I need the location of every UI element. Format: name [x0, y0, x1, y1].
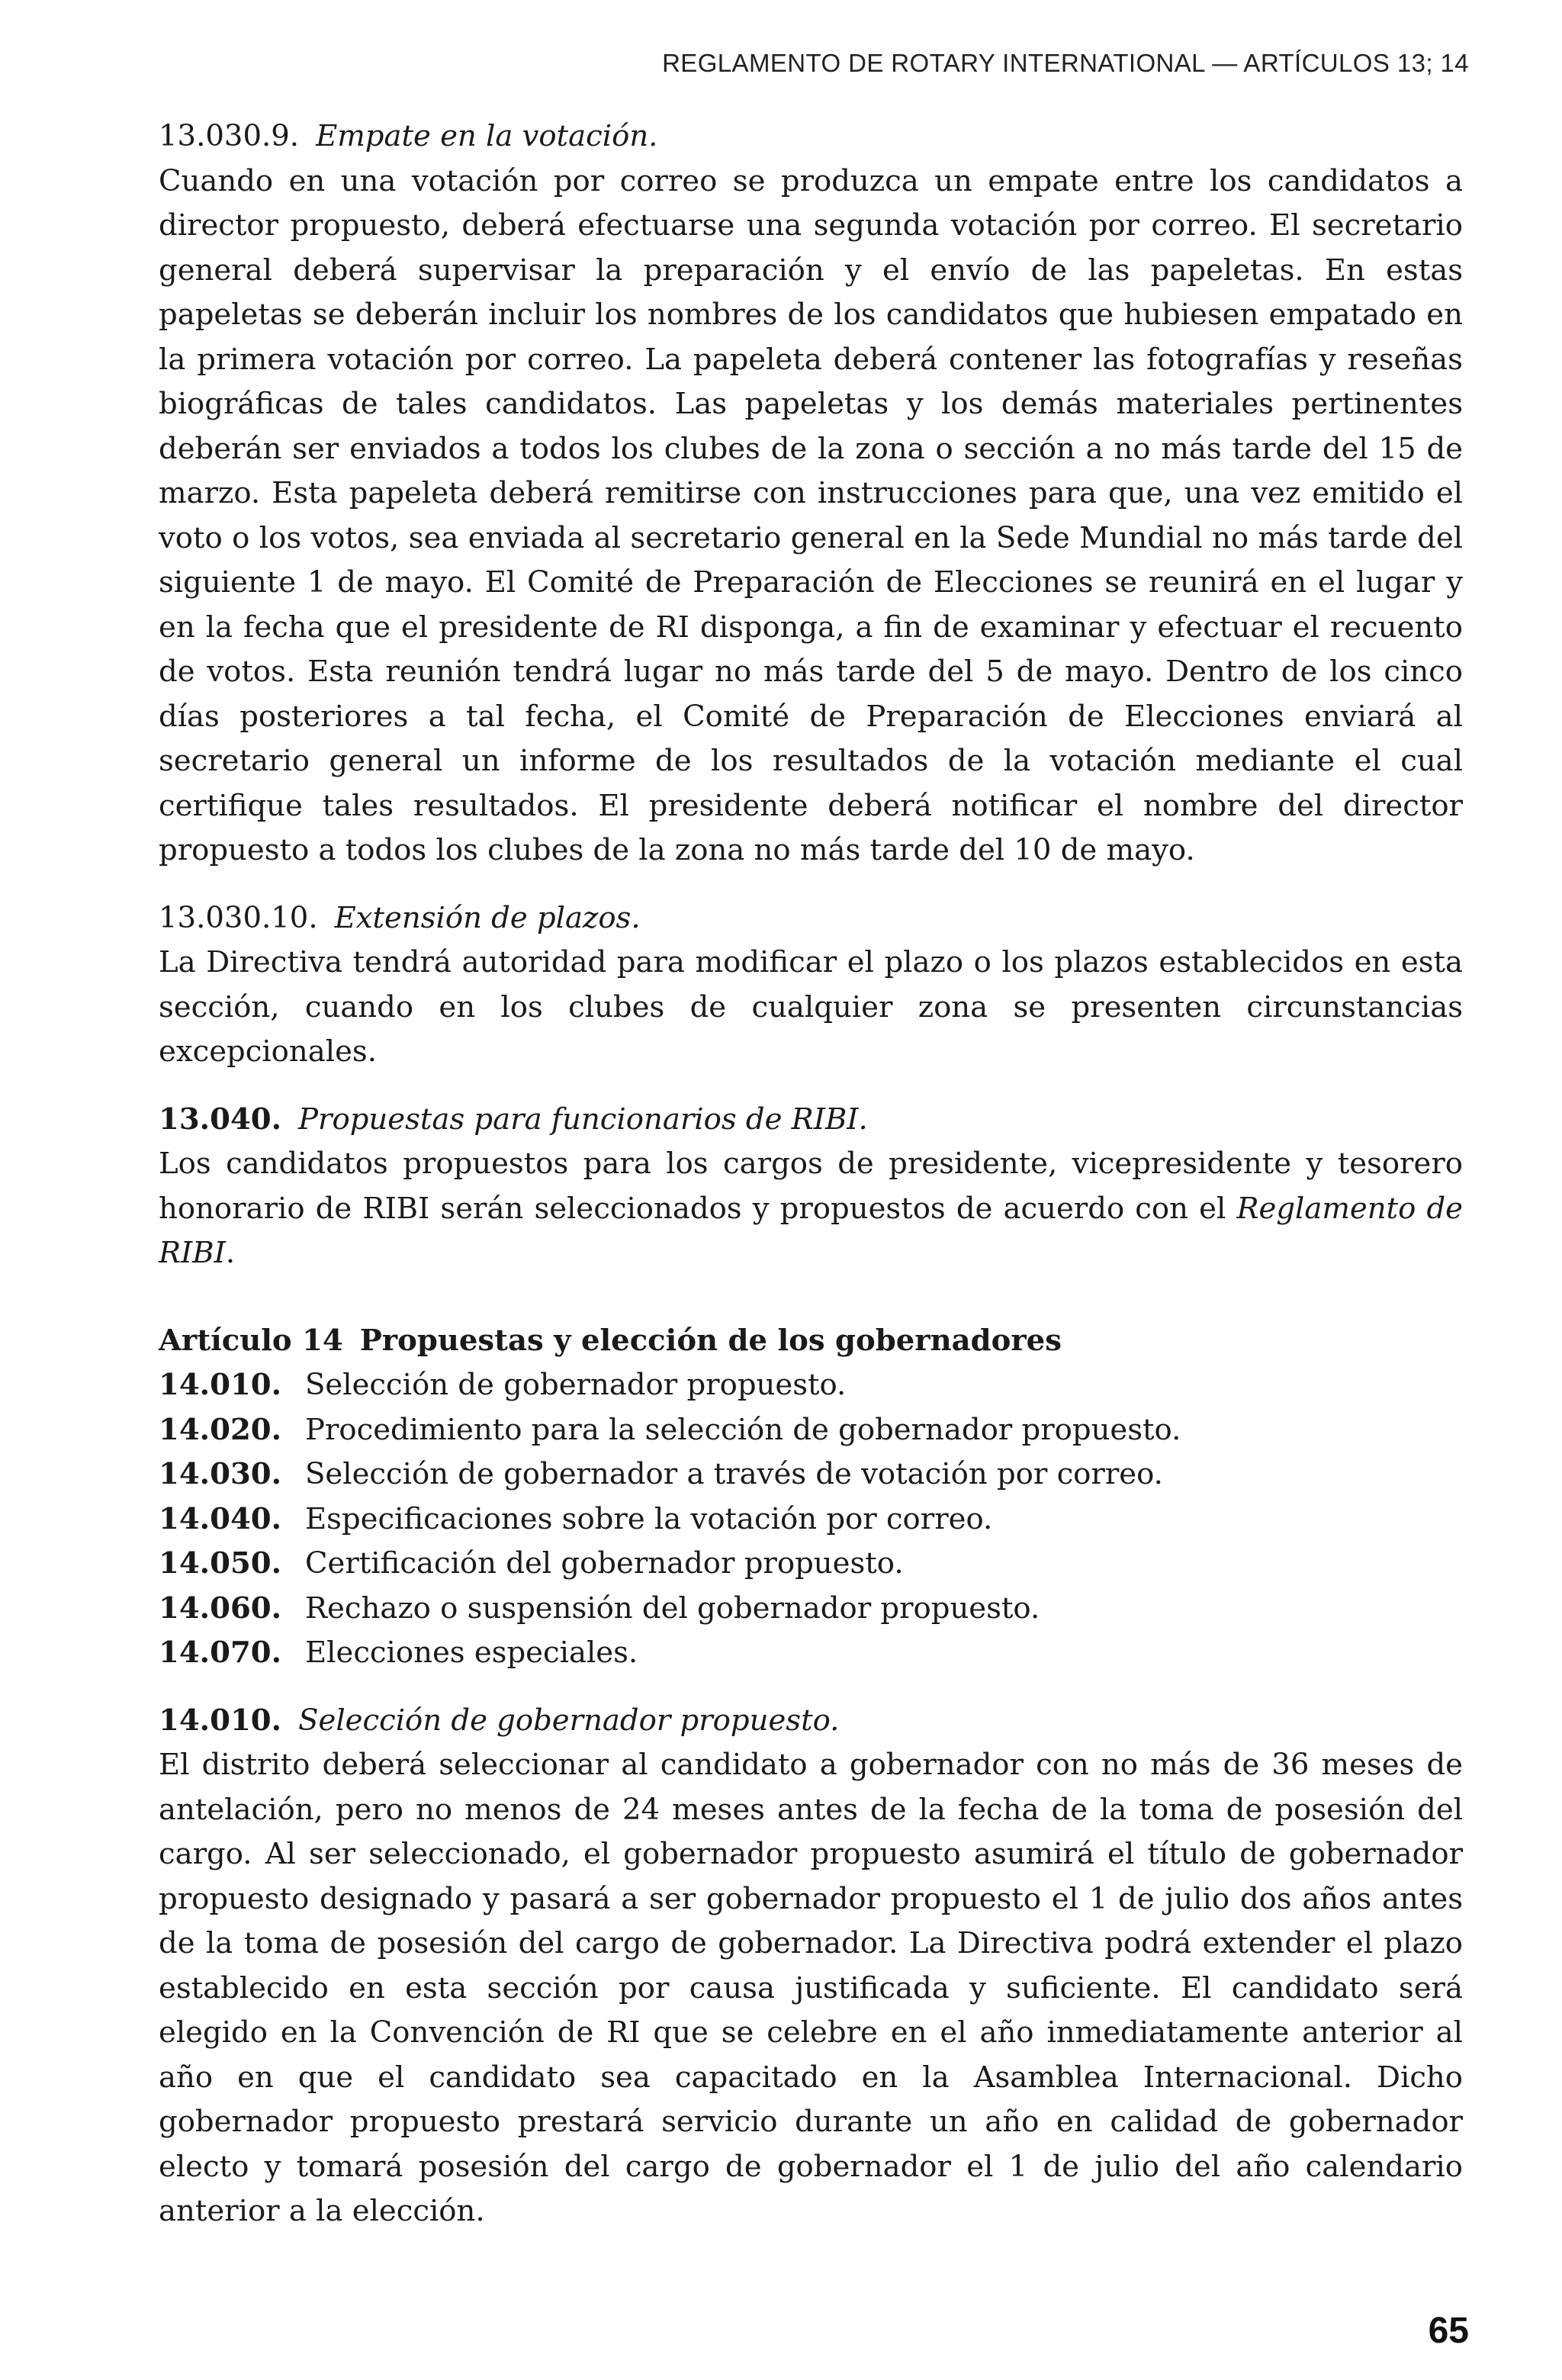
section-title: Extensión de plazos. — [334, 900, 641, 935]
section-heading — [159, 896, 1463, 941]
toc-row — [159, 1363, 1463, 1408]
section-13-040 — [159, 1098, 1463, 1276]
article-14 — [159, 1319, 1463, 1676]
toc-number: 14.050. — [159, 1546, 282, 1581]
section-body: Cuando en una votación por correo se produzca un empate entre los candidatos a director propuesto, deberá efectuarse una segunda votación por correo. El secretario general deberá supervisar la preparación y el envío de las papeletas. En estas papeletas se deberán incluir los nombres de los candidatos que hubiesen empatado en la primera votación por correo. La papeleta deberá contener las fotografías y reseñas biográficas de tales candidatos. Las papeletas y los demás materiales pertinentes deberán ser enviados a todos los clubes de la zona o sección a no más tarde del 15 de marzo. Esta papeleta deberá remitirse con instrucciones para que, una vez emitido el voto o los votos, sea enviada al secretario general en la Sede Mundial no más tarde del siguiente 1 de mayo. El Comité de Preparación de Elecciones se reunirá en el lugar y en la fecha que el presidente de RI disponga, a fin de examinar y efectuar el recuento de votos. Esta reunión tendrá lugar no más tarde del 5 de mayo. Dentro de los cinco días posteriores a tal fecha, el Comité de Preparación de Elecciones enviará al secretario general un informe de los resultados de la votación mediante el cual certifique tales resultados. El presidente deberá notificar el nombre del director propuesto a todos los clubes de la zona no más tarde del 10 de mayo. — [159, 163, 1463, 867]
toc-row — [159, 1452, 1463, 1497]
toc-number: 14.010. — [159, 1368, 282, 1402]
section-title: Selección de gobernador propuesto. — [298, 1703, 840, 1738]
toc-row — [159, 1587, 1463, 1632]
section-body: La Directiva tendrá autoridad para modificar el plazo o los plazos establecidos en esta sección, cuando en los clubes de cualquier zona se presenten circunstancias excepcionales. — [159, 945, 1463, 1069]
section-heading — [159, 1098, 1463, 1143]
toc-number: 14.030. — [159, 1457, 282, 1491]
section-number: 13.040. — [159, 1102, 282, 1137]
toc-text: Certificación del gobernador propuesto. — [305, 1546, 904, 1581]
section-number: 13.030.10. — [159, 900, 318, 935]
toc-text: Rechazo o suspensión del gobernador propuesto. — [305, 1590, 1040, 1626]
section-body — [159, 1142, 1463, 1276]
running-header: REGLAMENTO DE ROTARY INTERNATIONAL — ARTÍCULOS 13; 14 — [662, 49, 1469, 77]
toc-row — [159, 1631, 1463, 1676]
toc-number: 14.040. — [159, 1501, 282, 1536]
article-title: Propuestas y elección de los gobernadores — [359, 1323, 1062, 1358]
section-number: 14.010. — [159, 1703, 282, 1738]
toc-number: 14.070. — [159, 1635, 282, 1670]
section-title: Empate en la votación. — [316, 119, 658, 153]
page-number: 65 — [1428, 2311, 1469, 2351]
section-13-030-10 — [159, 896, 1463, 1075]
body-text: Los candidatos propuestos para los cargos de presidente, vicepresidente y tesorero honorario de RIBI serán seleccionados y propuestos de acuerdo con el — [159, 1147, 1463, 1226]
section-number: 13.030.9. — [159, 119, 300, 153]
body-text-end: . — [225, 1236, 236, 1270]
body-italic-reference: Reglamento de RIBI — [159, 1191, 1463, 1270]
article-heading — [159, 1319, 1463, 1364]
toc-text: Procedimiento para la selección de gobernador propuesto. — [305, 1412, 1181, 1447]
toc-number: 14.060. — [159, 1590, 282, 1626]
toc-text: Elecciones especiales. — [305, 1635, 638, 1670]
toc-text: Selección de gobernador a través de votación por correo. — [305, 1457, 1163, 1491]
page-content — [159, 114, 1463, 2257]
toc-text: Especificaciones sobre la votación por correo. — [305, 1501, 993, 1536]
toc-number: 14.020. — [159, 1412, 282, 1447]
toc-text: Selección de gobernador propuesto. — [305, 1368, 847, 1402]
section-14-010 — [159, 1699, 1463, 2234]
section-body: El distrito deberá seleccionar al candidato a gobernador con no más de 36 meses de antelación, pero no menos de 24 meses antes de la fecha de la toma de posesión del cargo. Al ser seleccionado, el gobernador propuesto asumirá el título de gobernador propuesto designado y pasará a ser gobernador propuesto el 1 de julio dos años antes de la toma de posesión del cargo de gobernador. La Directiva podrá extender el plazo establecido en esta sección por causa justificada y suficiente. El candidato será elegido en la Convención de RI que se celebre en el año inmediatamente anterior al año en que el candidato sea capacitado en la Asamblea Internacional. Dicho gobernador propuesto prestará servicio durante un año en calidad de gobernador electo y tomará posesión del cargo de gobernador el 1 de julio del año calendario anterior a la elección. — [159, 1748, 1463, 2228]
toc-row — [159, 1542, 1463, 1587]
toc-row — [159, 1497, 1463, 1542]
section-heading — [159, 1699, 1463, 1744]
section-title: Propuestas para funcionarios de RIBI. — [298, 1102, 868, 1137]
article-label: Artículo 14 — [159, 1323, 343, 1358]
toc-row — [159, 1408, 1463, 1453]
section-heading — [159, 114, 1463, 159]
section-13-030-9 — [159, 114, 1463, 873]
article-toc — [159, 1363, 1463, 1676]
